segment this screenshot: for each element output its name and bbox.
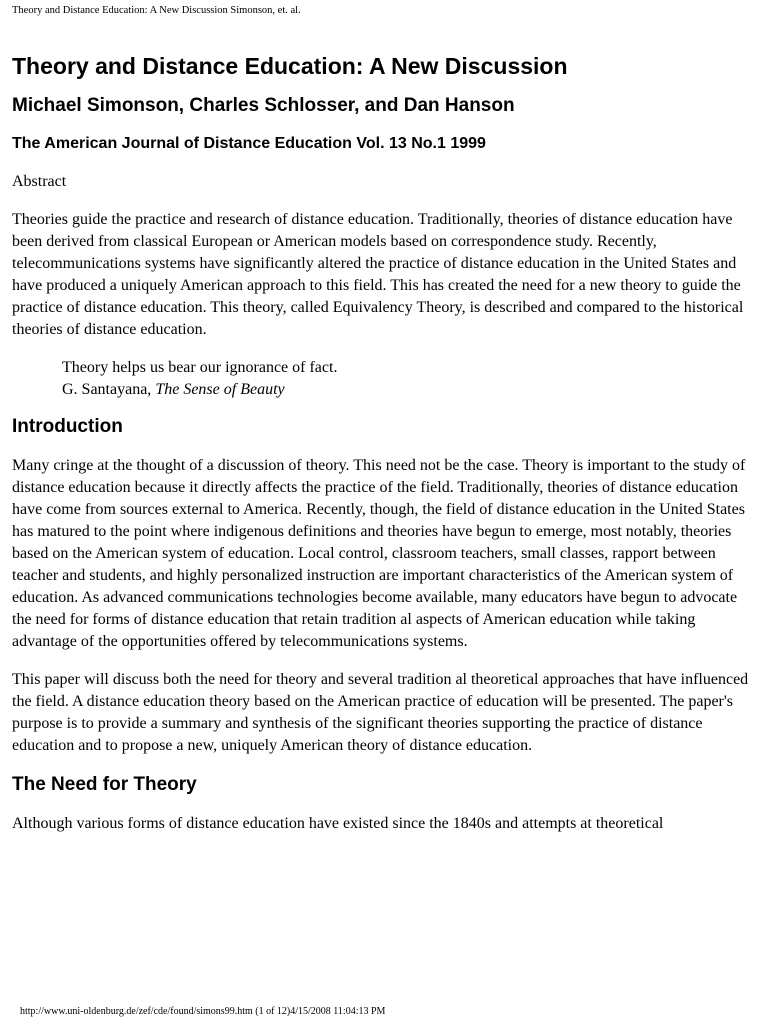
intro-paragraph-1: Many cringe at the thought of a discussion of theory. This need not be the case. Theory is important to the study of distance education because it directly affects the practice of the field. Traditionally, theories of distance education have come from sources external to America. Recently, though, the field of distance education in the United States has matured to the point where indigenous definitions and theories have begun to emerge, most notably, theories based on the American system of education. Local control, classroom teachers, small classes, rapport between teacher and students, and highly personalized instruction are important characteristics of the American system of education. As advanced communications technologies become available, many educators have begun to advocate the need for forms of distance education that retain tradition al aspects of American education while taking advantage of the opportunities offered by telecommunications systems.: [12, 457, 746, 650]
journal-citation: The American Journal of Distance Education Vol. 13 No.1 1999: [12, 135, 486, 152]
abstract-label: Abstract: [12, 173, 67, 190]
need-for-theory-paragraph-1: Although various forms of distance education have existed since the 1840s and attempts at theoretical: [12, 815, 664, 832]
epigraph: [62, 357, 756, 401]
article-title: Theory and Distance Education: A New Discussion: [12, 53, 568, 79]
article-authors: Michael Simonson, Charles Schlosser, and Dan Hanson: [12, 95, 515, 116]
section-heading-need-for-theory: The Need for Theory: [12, 774, 197, 795]
intro-paragraph-2: This paper will discuss both the need for theory and several tradition al theoretical approaches that have influenced the field. A distance education theory based on the American practice of education will be presented. The paper's purpose is to provide a summary and synthesis of the significant theories supporting the practice of distance education and to propose a new, uniquely American theory of distance education.: [12, 671, 749, 754]
epigraph-work: The Sense of Beauty: [155, 381, 285, 398]
epigraph-quote: Theory helps us bear our ignorance of fact.: [62, 359, 338, 376]
epigraph-attribution: [62, 379, 756, 401]
epigraph-author: G. Santayana,: [62, 381, 156, 398]
running-header: Theory and Distance Education: A New Discussion Simonson, et. al.: [12, 5, 301, 16]
article: [12, 52, 756, 851]
abstract-text: Theories guide the practice and research of distance education. Traditionally, theories of distance education have been derived from classical European or American models based on correspondence study. Recently, telecommunications systems have significantly altered the practice of distance education in the United States and have produced a uniquely American approach to this field. This has created the need for a new theory to guide the practice of distance education. This theory, called Equivalency Theory, is described and compared to the historical theories of distance education.: [12, 211, 744, 338]
section-heading-introduction: Introduction: [12, 416, 123, 437]
running-footer: http://www.uni-oldenburg.de/zef/cde/found/simons99.htm (1 of 12)4/15/2008 11:04:13 PM: [20, 1006, 386, 1017]
